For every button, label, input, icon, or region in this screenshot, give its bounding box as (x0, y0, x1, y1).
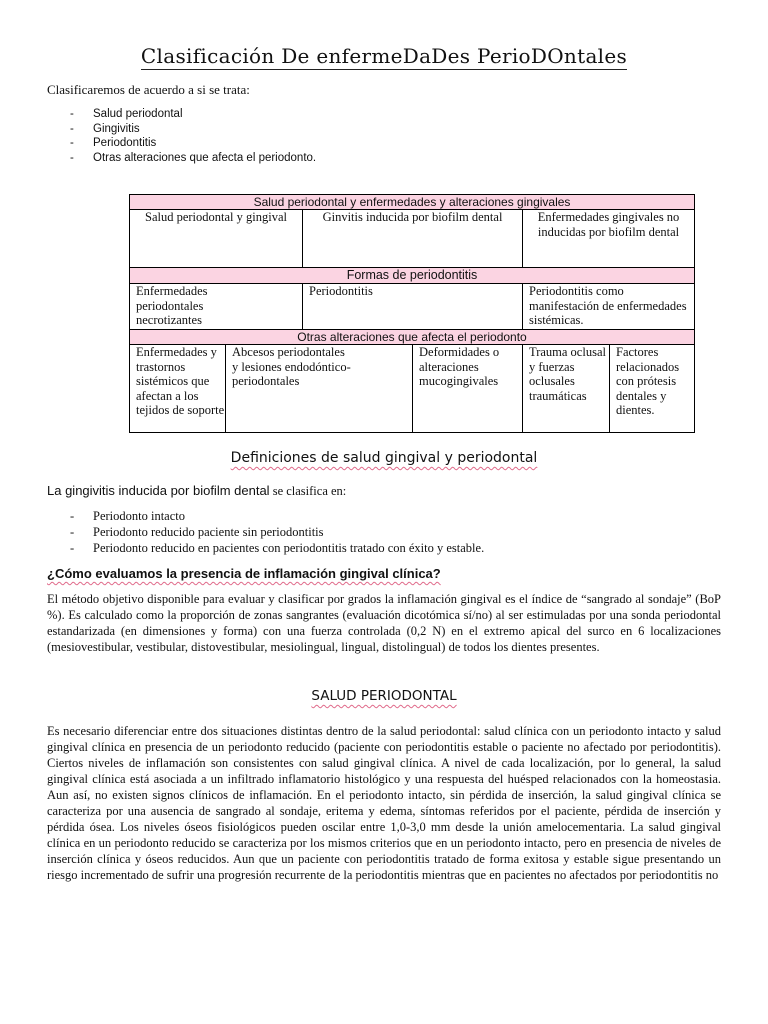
gingivitis-classes-list (70, 508, 484, 556)
table-row (130, 284, 695, 330)
table-cell: Periodontitis como manifestación de enfermedades sistémicas. (523, 284, 695, 330)
table-row (130, 210, 695, 268)
types-list (70, 107, 316, 165)
table-header-row (130, 195, 695, 210)
table-cell: Enfermedades gingivales no inducidas por biofilm dental (523, 210, 695, 268)
section-heading-salud: SALUD PERIODONTAL (311, 688, 457, 704)
list-item: - Otras alteraciones que afecta el periodonto. (70, 151, 316, 166)
table-header-row (130, 330, 695, 345)
table-section-header: Otras alteraciones que afecta el periodonto (130, 330, 695, 345)
table-cell: Enfermedades y trastornos sistémicos que afectan a los tejidos de soporte (130, 345, 226, 433)
table-section-header: Formas de periodontitis (130, 268, 695, 284)
gingivitis-intro: La gingivitis inducida por biofilm dental se clasifica en: (47, 483, 347, 498)
paragraph-bop: El método objetivo disponible para evaluar y clasificar por grados la inflamación gingival es el índice de “sangrado al sondaje” (BoP %). Es calculado como la proporción de zonas sangrantes (evaluación dicotómica sí/no) al ser estimuladas por una sonda periodontal estandarizada (en dimensiones y forma) con una fuerza controlada (0,2 N) en el extremo apical del surco en 6 localizaciones (mesiovestibular, vestibular, distovestibular, mesiolingual, lingual, distolingual) de todos los dientes presentes. (47, 592, 721, 654)
section-heading-definiciones: Definiciones de salud gingival y periodontal (230, 450, 538, 466)
table-cell: Deformidades o alteraciones mucogingivales (413, 345, 523, 433)
table-cell: Trauma oclusal y fuerzas oclusales traumáticas (523, 345, 610, 433)
list-item: - Periodontitis (70, 136, 316, 151)
table-section-header: Salud periodontal y enfermedades y alteraciones gingivales (130, 195, 695, 210)
table-cell: Periodontitis (303, 284, 523, 330)
list-item: - Periodonto reducido paciente sin periodontitis (70, 524, 484, 540)
table-cell: Abcesos periodontales y lesiones endodóntico-periodontales (226, 345, 413, 433)
table-row (130, 345, 695, 433)
classification-table (129, 194, 695, 433)
table-cell: Salud periodontal y gingival (130, 210, 303, 268)
table-cell: Factores relacionados con prótesis dentales y dientes. (610, 345, 695, 433)
list-item: - Salud periodontal (70, 107, 316, 122)
question-heading: ¿Cómo evaluamos la presencia de inflamación gingival clínica? (47, 566, 441, 581)
paragraph-salud: Es necesario diferenciar entre dos situaciones distintas dentro de la salud periodontal: salud clínica con un periodonto intacto y salud gingival clínica en presencia de un periodonto reducido (paciente con periodontitis estable o paciente no afectado por periodontitis). Ciertos niveles de inflamación son consistentes con salud gingival clínica. A nivel de cada localización, por lo general, la salud gingival clínica está asociada a un infiltrado inflamatorio histológico y una respuesta del huésped relacionados con la homeostasia. Aun así, no existen signos clínicos de inflamación. En el periodonto intacto, sin pérdida de inserción, la salud gingival clínica se caracteriza por una ausencia de sangrado al sondaje, eritema y edema, síntomas referidos por el paciente, pérdida de inserción y pérdida ósea. Los niveles óseos fisiológicos pueden oscilar entre 1,0-3,0 mm desde la unión amelocementaria. La salud gingival clínica en un periodonto reducido se caracteriza por los mismos criterios que en un periodonto intacto, pero en presencia de niveles de inserción clínica y óseos reducidos. Aun que un paciente con periodontitis tratado de forma exitosa y estable sigue presentando un riesgo incrementado de sufrir una progresión recurrente de la periodontitis mientras que en pacientes no afectados por periodontitis no (47, 724, 721, 882)
document-title: Clasificación De enfermeDaDes PerioDOntales (140, 44, 628, 68)
table-cell: Enfermedades periodontales necrotizantes (130, 284, 303, 330)
list-item: - Gingivitis (70, 122, 316, 137)
table-header-row (130, 268, 695, 284)
list-item: - Periodonto reducido en pacientes con periodontitis tratado con éxito y estable. (70, 540, 484, 556)
list-item: - Periodonto intacto (70, 508, 484, 524)
intro-text: Clasificaremos de acuerdo a si se trata: (47, 82, 250, 97)
table-cell: Ginvitis inducida por biofilm dental (303, 210, 523, 268)
